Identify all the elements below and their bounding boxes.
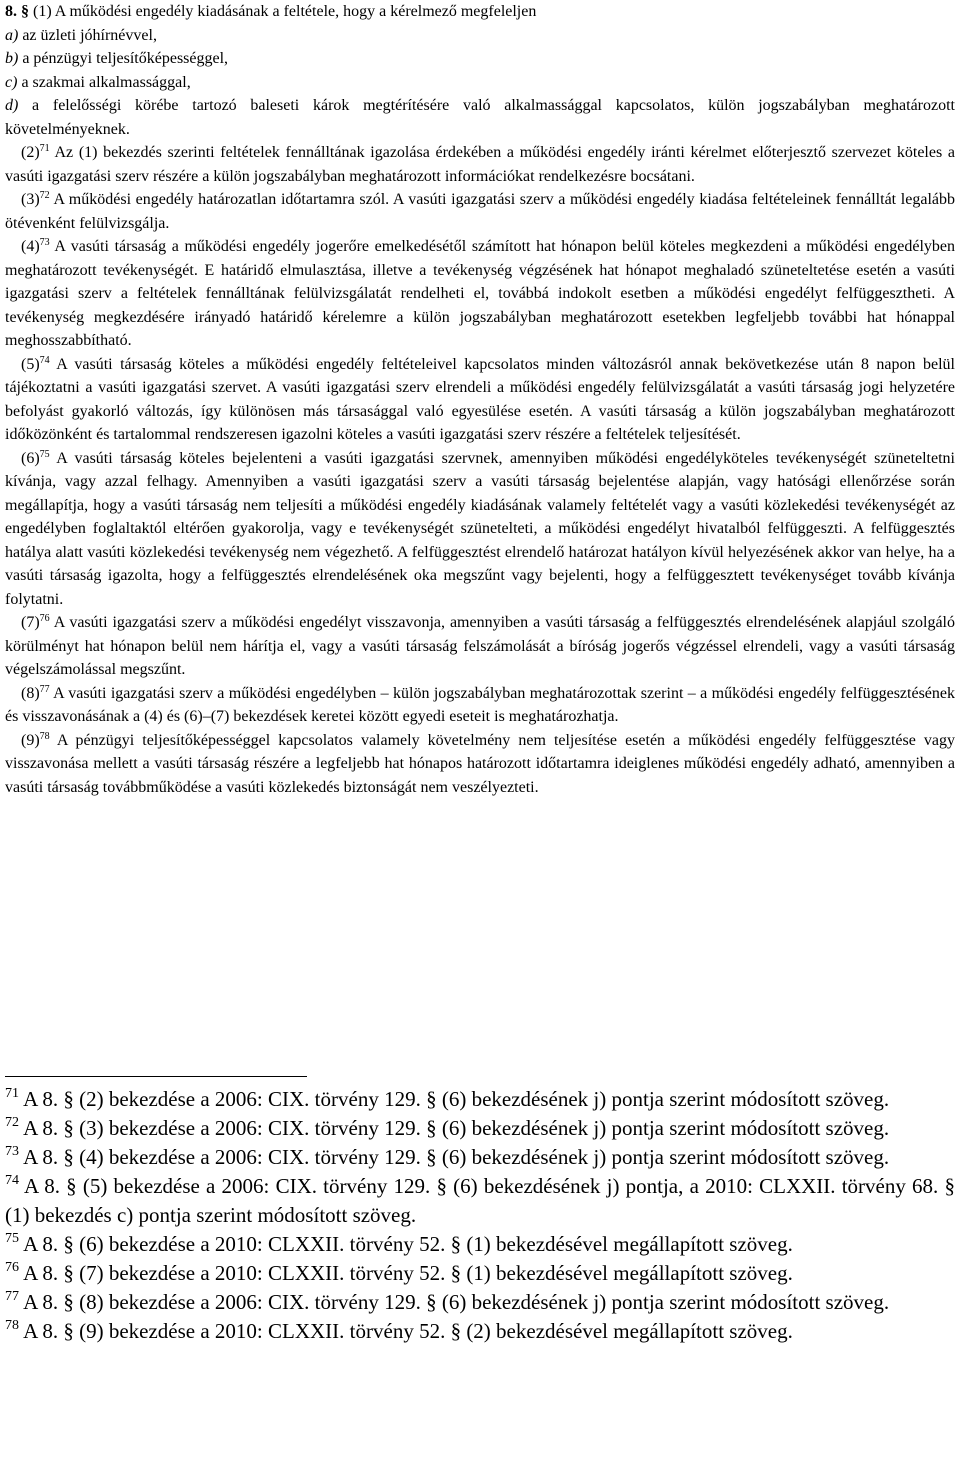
- paragraph-number: (8): [21, 684, 40, 702]
- footnote-ref[interactable]: 73: [39, 237, 50, 248]
- footnote: [5, 1114, 955, 1143]
- paragraph-3: [5, 188, 955, 235]
- paragraph-8: [5, 682, 955, 729]
- footnote-ref[interactable]: 71: [39, 143, 50, 154]
- paragraph-text: A vasúti társaság köteles bejelenteni a vasúti igazgatási szervnek, amennyiben működési engedélyköteles tevékenységét szüneteltetni kívánja, vagy azzal felhagy. Amennyiben a vasúti igazgatási szerv a vasúti társaság bejelentése alapján, vagy hatósági ellenőrzése során megállapítja, hogy a vasúti társaság nem teljesíti a működési engedély kiadásának valamely feltételét vagy a vasúti közlekedési tevékenységét az engedélyben foglaltaktól eltérően gyakorolja, vagy e tevékenységét szünetelteti, a működési engedélyt hivatalból felfüggeszti. A felfüggesztés hatálya alatt vasúti közlekedési tevékenység nem végezhető. A felfüggesztést elrendelő határozat hatályon kívül helyezésének akkor van helye, ha a vasúti társaság igazolta, hogy a felfüggesztés elrendelésének oka megszűnt vagy bejelenti, hogy a felfüggesztett tevékenységet tovább kívánja folytatni.: [5, 449, 955, 608]
- list-item: [5, 94, 955, 141]
- paragraph-9: [5, 729, 955, 800]
- footnote-text: A 8. § (8) bekezdése a 2006: CIX. törvény 129. § (6) bekezdésének j) pontja szerint módosított szöveg.: [19, 1290, 890, 1314]
- paragraph-number: (6): [21, 449, 40, 467]
- footnote-ref[interactable]: 77: [39, 683, 50, 695]
- footnote: [5, 1085, 955, 1114]
- footnote-separator: [5, 1076, 307, 1077]
- footnote-ref[interactable]: 74: [39, 354, 50, 366]
- footnote-ref[interactable]: 78: [39, 730, 50, 742]
- footnote-number: 72: [5, 1115, 19, 1130]
- footnote-text: A 8. § (7) bekezdése a 2010: CLXXII. törvény 52. § (1) bekezdésével megállapított szöveg.: [19, 1261, 793, 1285]
- footnote: [5, 1288, 955, 1317]
- footnote-number: 71: [5, 1086, 19, 1101]
- section-intro: (1) A működési engedély kiadásának a feltétele, hogy a kérelmező megfeleljen: [29, 3, 537, 20]
- paragraph-number: (5): [21, 355, 40, 373]
- footnote: [5, 1230, 955, 1259]
- footnote-number: 74: [5, 1173, 19, 1188]
- paragraph-text: A vasúti társaság köteles a működési engedély feltételeivel kapcsolatos minden változásról annak bekövetkezése után 8 napon belül tájékoztatni a vasúti igazgatási szervet. A vasúti igazgatási szerv elrendeli a működési engedély felülvizsgálatát a vasúti társaság jogi helyzetére befolyást gyakorló változás, így különösen más társasággal való egyesülése esetén. A vasúti társaság a külön jogszabályban meghatározott időközönként és tartalommal rendszeresen igazolni köteles a vasúti igazgatási szerv részére a feltételek teljesítését.: [5, 355, 955, 443]
- section-heading-paragraph: [5, 0, 955, 24]
- footnote-text: A 8. § (9) bekezdése a 2010: CLXXII. törvény 52. § (2) bekezdésével megállapított szöveg.: [19, 1319, 793, 1343]
- paragraph-text: Az (1) bekezdés szerinti feltételek fennálltának igazolása érdekében a működési engedély iránti kérelmet előterjesztő szervezet köteles a vasúti igazgatási szerv részére a külön jogszabályban meghatározott információkat rendelkezésre bocsátani.: [5, 144, 955, 185]
- paragraph-text: A vasúti társaság a működési engedély jogerőre emelkedésétől számított hat hónapon belül köteles megkezdeni a működési engedélyben meghatározott tevékenységét. E határidő elmulasztása, illetve a tevékenység végzésének hat hónapot meghaladó szüneteltetése esetén a vasúti igazgatási szerv a feltételek fennálltának felülvizsgálatát rendelheti el, továbbá indokolt esetben a működési engedélyt felfüggesztheti. A tevékenység megkezdésére irányadó határidő kérelemre a külön jogszabályban meghatározott esetekben legfeljebb további hat hónappal meghosszabbítható.: [5, 238, 955, 349]
- paragraph-number: (3): [21, 191, 40, 208]
- footnote-text: A 8. § (5) bekezdése a 2006: CIX. törvény 129. § (6) bekezdésének j) pontja, a 2010: CLXXII. törvény 68. § (1) bekezdés c) pontja szerint módosított szöveg.: [5, 1174, 955, 1227]
- item-text: a szakmai alkalmassággal,: [17, 73, 191, 91]
- item-text: az üzleti jóhírnévvel,: [18, 26, 157, 44]
- section-number: 8. §: [5, 3, 29, 20]
- item-letter: d): [5, 97, 19, 114]
- section-body: [5, 0, 955, 799]
- footnote-ref[interactable]: 72: [39, 190, 50, 201]
- paragraph-number: (2): [21, 144, 40, 161]
- list-item: [5, 47, 955, 71]
- paragraph-text: A működési engedély határozatlan időtartamra szól. A vasúti igazgatási szerv a működési engedély kiadása feltételeinek fennálltát legalább ötévenként felülvizsgálja.: [5, 191, 955, 232]
- footnote-text: A 8. § (6) bekezdése a 2010: CLXXII. törvény 52. § (1) bekezdésével megállapított szöveg.: [19, 1232, 793, 1256]
- footnote-number: 77: [5, 1289, 19, 1304]
- footnote: [5, 1172, 955, 1230]
- paragraph-text: A vasúti igazgatási szerv a működési engedélyben – külön jogszabályban meghatározottak szerint – a működési engedély felfüggesztésének és visszavonásának a (4) és (6)–(7) bekezdések keretei között egyedi eseteit is meghatározhatja.: [5, 684, 955, 725]
- footnote-text: A 8. § (4) bekezdése a 2006: CIX. törvény 129. § (6) bekezdésének j) pontja szerint módosított szöveg.: [19, 1145, 890, 1169]
- footnote-number: 76: [5, 1260, 19, 1275]
- footnote-ref[interactable]: 75: [39, 448, 50, 460]
- item-letter: c): [5, 73, 18, 91]
- footnote-text: A 8. § (2) bekezdése a 2006: CIX. törvény 129. § (6) bekezdésének j) pontja szerint módosított szöveg.: [19, 1087, 890, 1111]
- footnote: [5, 1143, 955, 1172]
- footnote-number: 78: [5, 1318, 19, 1333]
- paragraph-2: [5, 141, 955, 188]
- paragraph-7: [5, 611, 955, 682]
- footnote: [5, 1317, 955, 1346]
- paragraph-number: (7): [21, 614, 40, 631]
- item-letter: a): [5, 26, 19, 44]
- list-item: [5, 24, 955, 48]
- footnote-text: A 8. § (3) bekezdése a 2006: CIX. törvény 129. § (6) bekezdésének j) pontja szerint módosított szöveg.: [19, 1116, 890, 1140]
- paragraph-6: [5, 447, 955, 612]
- paragraph-5: [5, 353, 955, 447]
- footnote-ref[interactable]: 76: [39, 613, 50, 624]
- footnotes: [5, 1085, 955, 1346]
- footnote-number: 75: [5, 1231, 19, 1246]
- item-letter: b): [5, 50, 19, 67]
- paragraph-text: A vasúti igazgatási szerv a működési engedélyt visszavonja, amennyiben a vasúti társaság a felfüggesztés elrendelésének alapjául szolgáló körülményt hat hónapon belül nem hárítja el, vagy a vasúti társaság felszámolását a bíróság jogerős végzéssel elrendeli, vagy a vasúti társaság végelszámolással megszűnt.: [5, 614, 955, 678]
- footnote: [5, 1259, 955, 1288]
- paragraph-4: [5, 235, 955, 353]
- item-text: a felelősségi körébe tartozó baleseti károk megtérítésére való alkalmassággal kapcsolatos, külön jogszabályban meghatározott követelményeknek.: [5, 97, 955, 138]
- item-text: a pénzügyi teljesítőképességgel,: [18, 50, 229, 67]
- paragraph-number: (4): [21, 238, 40, 255]
- paragraph-text: A pénzügyi teljesítőképességgel kapcsolatos valamely követelmény nem teljesítése esetén a működési engedély felfüggesztése vagy visszavonása mellett a vasúti társaság részére a legfeljebb hat hónapos határozott időtartamra ideiglenes működési engedély adható, amennyiben a vasúti társaság továbbműködése a vasúti közlekedés biztonságát nem veszélyezteti.: [5, 731, 955, 796]
- list-item: [5, 71, 955, 95]
- footnote-number: 73: [5, 1144, 19, 1159]
- paragraph-number: (9): [21, 731, 40, 749]
